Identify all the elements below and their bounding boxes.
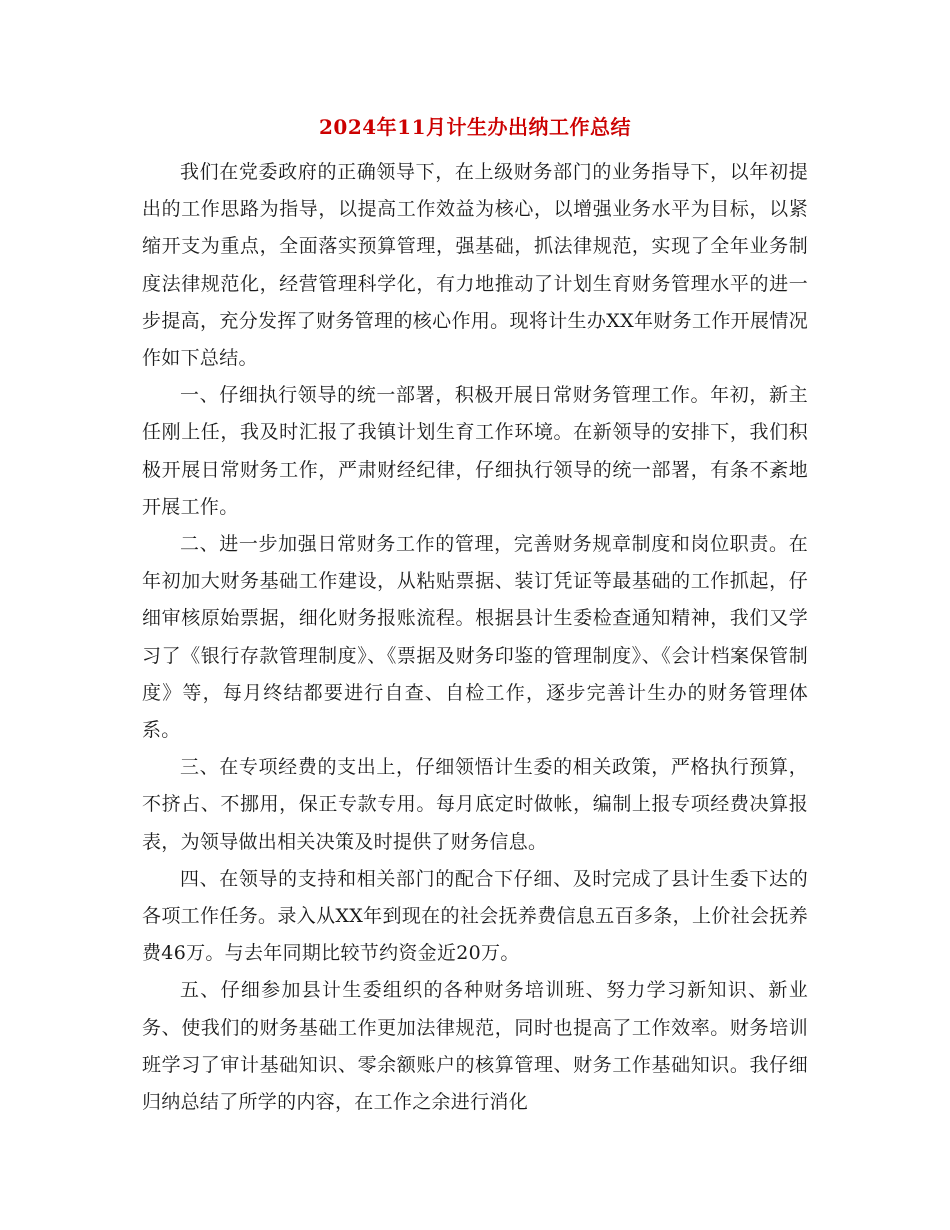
paragraph-intro: 我们在党委政府的正确领导下，在上级财务部门的业务指导下，以年初提出的工作思路为指导，以提高工作效益为核心，以增强业务水平为目标，以紧缩开支为重点，全面落实预算管理，强基础，抓法律规范，实现了全年业务制度法律规范化，经营管理科学化，有力地推动了计划生育财务管理水平的进一步提高，充分发挥了财务管理的核心作用。现将计生办XX年财务工作开展情况作如下总结。 xyxy=(142,161,808,370)
paragraph-section-2: 二、进一步加强日常财务工作的管理，完善财务规章制度和岗位职责。在年初加大财务基础工作建设，从粘贴票据、装订凭证等最基础的工作抓起，仔细审核原始票据，细化财务报账流程。根据县计生委检查通知精神，我们又学习了《银行存款管理制度》、《票据及财务印鉴的管理制度》、《会计档案保管制度》等，每月终结都要进行自查、自检工作，逐步完善计生办的财务管理体系。 xyxy=(142,533,808,742)
page-title: 2024年11月计生办出纳工作总结 xyxy=(319,115,631,139)
paragraph-section-3: 三、在专项经费的支出上，仔细领悟计生委的相关政策，严格执行预算，不挤占、不挪用，保正专款专用。每月底定时做帐，编制上报专项经费决算报表，为领导做出相关决策及时提供了财务信息。 xyxy=(142,756,808,853)
paragraph-section-5: 五、仔细参加县计生委组织的各种财务培训班、努力学习新知识、新业务、使我们的财务基础工作更加法律规范，同时也提高了工作效率。财务培训班学习了审计基础知识、零余额账户的核算管理、财务工作基础知识。我仔细归纳总结了所学的内容，在工作之余进行消化 xyxy=(142,979,808,1114)
paragraph-section-1: 一、仔细执行领导的统一部署，积极开展日常财务管理工作。年初，新主任刚上任，我及时汇报了我镇计划生育工作环境。在新领导的安排下，我们积极开展日常财务工作，严肃财经纪律，仔细执行领导的统一部署，有条不紊地开展工作。 xyxy=(142,384,808,518)
paragraph-section-4: 四、在领导的支持和相关部门的配合下仔细、及时完成了县计生委下达的各项工作任务。录入从XX年到现在的社会抚养费信息五百多条，上价社会抚养费46万。与去年同期比较节约资金近20万。 xyxy=(142,867,808,965)
